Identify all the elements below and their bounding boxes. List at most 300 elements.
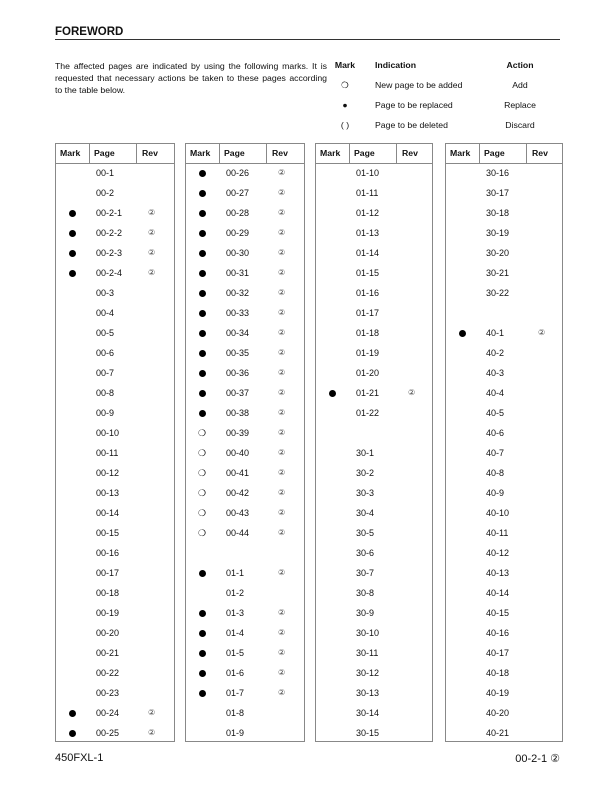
table-row (316, 188, 432, 202)
page-number: 00-15 (96, 528, 120, 538)
table-row (56, 428, 174, 442)
revision: ② (278, 468, 286, 477)
legend-indication: Page to be replaced (375, 100, 453, 110)
revision: ② (278, 248, 286, 257)
table-row (446, 668, 562, 682)
page-number: 01-8 (226, 708, 245, 718)
page-number: 30-17 (486, 188, 510, 198)
column-divider (219, 144, 220, 164)
table-row (446, 628, 562, 642)
page-number: 00-12 (96, 468, 120, 478)
table-row (56, 708, 174, 722)
revision: ② (278, 288, 286, 297)
header-page: Page (224, 148, 245, 158)
page-number: 01-14 (356, 248, 380, 258)
table-row (316, 668, 432, 682)
table-row (446, 228, 562, 242)
page-number: 40-11 (486, 528, 509, 538)
legend-action: Discard (505, 120, 535, 130)
table-row (56, 588, 174, 602)
table-row (316, 228, 432, 242)
page-number: 00-17 (96, 568, 120, 578)
table-row (446, 408, 562, 422)
page-number: 00-31 (226, 268, 250, 278)
table-row (316, 708, 432, 722)
filled-circle-icon (199, 568, 206, 579)
table-row (316, 408, 432, 422)
table-row (186, 168, 304, 182)
page-number: 01-15 (356, 268, 380, 278)
page-number: 30-20 (486, 248, 510, 258)
page-number: 00-10 (96, 428, 120, 438)
page-number: 00-20 (96, 628, 120, 638)
page-number: 30-10 (356, 628, 380, 638)
table-row (56, 468, 174, 482)
table-row (446, 348, 562, 362)
page-number: 01-11 (356, 188, 379, 198)
revision: ② (148, 268, 156, 277)
page-number: 00-2 (96, 188, 115, 198)
page-number: 40-6 (486, 428, 505, 438)
header-mark: Mark (60, 148, 81, 158)
table-row (446, 248, 562, 262)
table-row (316, 608, 432, 622)
page-number: 30-7 (356, 568, 375, 578)
page-number: 40-5 (486, 408, 505, 418)
table-row (186, 228, 304, 242)
table-row (316, 328, 432, 342)
legend-action: Add (512, 80, 528, 90)
page-number: 00-30 (226, 248, 250, 258)
page-number: 00-13 (96, 488, 120, 498)
table-row (56, 528, 174, 542)
page-number: 40-15 (486, 608, 510, 618)
table-row (446, 328, 562, 342)
table-row (56, 188, 174, 202)
table-row (186, 388, 304, 402)
table-row (316, 248, 432, 262)
table-row (446, 648, 562, 662)
open-circle-icon: ❍ (198, 488, 207, 498)
filled-circle-icon (199, 388, 206, 399)
page-number: 40-20 (486, 708, 510, 718)
page-number: 00-9 (96, 408, 115, 418)
table-row (56, 248, 174, 262)
table-row (316, 568, 432, 582)
filled-circle-icon (69, 728, 76, 739)
page-number: 00-2-2 (96, 228, 123, 238)
page-number: 00-38 (226, 408, 250, 418)
revision: ② (278, 208, 286, 217)
table-row (316, 508, 432, 522)
table-row (56, 408, 174, 422)
page-number: 00-22 (96, 668, 120, 678)
table-row (186, 668, 304, 682)
table-row (186, 608, 304, 622)
page-number: 00-16 (96, 548, 120, 558)
page-number: 00-21 (96, 648, 120, 658)
header-mark: Mark (450, 148, 471, 158)
table-header (186, 144, 304, 164)
page-number: 00-25 (96, 728, 120, 738)
page-number: 00-36 (226, 368, 250, 378)
table-row (56, 648, 174, 662)
page-number: 01-21 (356, 388, 380, 398)
table-row (186, 268, 304, 282)
legend-header-action: Action (506, 60, 534, 70)
page-number: 40-12 (486, 548, 510, 558)
table-row (446, 428, 562, 442)
header-mark: Mark (320, 148, 341, 158)
revision: ② (278, 488, 286, 497)
page-number: 00-35 (226, 348, 250, 358)
table-row (446, 608, 562, 622)
table-row (186, 548, 304, 562)
revision: ② (278, 348, 286, 357)
page-number: 30-16 (486, 168, 510, 178)
filled-circle-icon (69, 268, 76, 279)
footer-page-number: 00-2-1 ② (515, 753, 560, 765)
page-number: 30-5 (356, 528, 375, 538)
table-row (186, 488, 304, 502)
table-row (186, 508, 304, 522)
revision: ② (148, 228, 156, 237)
page-number: 01-13 (356, 228, 380, 238)
page-number: 00-6 (96, 348, 115, 358)
page-number: 01-20 (356, 368, 380, 378)
page-number: 01-6 (226, 668, 245, 678)
table-row (56, 228, 174, 242)
open-circle-icon: ❍ (198, 428, 207, 438)
legend-indication: New page to be added (375, 80, 463, 90)
filled-circle-icon (199, 348, 206, 359)
revision: ② (278, 388, 286, 397)
table-row (446, 448, 562, 462)
page-number: 01-2 (226, 588, 245, 598)
page-number: 00-42 (226, 488, 250, 498)
revision-table (445, 143, 563, 742)
table-row (56, 168, 174, 182)
page-number: 01-22 (356, 408, 380, 418)
filled-circle-icon (329, 388, 336, 399)
page-number: 00-26 (226, 168, 250, 178)
revision: ② (278, 228, 286, 237)
filled-circle-icon (69, 228, 76, 239)
page-number: 30-2 (356, 468, 375, 478)
page-number: 01-12 (356, 208, 380, 218)
page-number: 01-19 (356, 348, 380, 358)
table-row (316, 728, 432, 742)
page-number: 00-28 (226, 208, 250, 218)
page-number: 00-2-4 (96, 268, 123, 278)
page-number: 40-19 (486, 688, 510, 698)
page-number: 01-5 (226, 648, 245, 658)
header-rev: Rev (142, 148, 158, 158)
filled-circle-icon (199, 688, 206, 699)
table-row (56, 208, 174, 222)
page-number: 00-11 (96, 448, 119, 458)
table-row (56, 688, 174, 702)
page-number: 01-18 (356, 328, 380, 338)
page-number: 40-14 (486, 588, 510, 598)
filled-circle-icon: ● (342, 100, 348, 110)
table-row (446, 548, 562, 562)
page-number: 40-2 (486, 348, 505, 358)
table-row (186, 568, 304, 582)
table-row (186, 208, 304, 222)
table-row (446, 308, 562, 322)
table-row (316, 428, 432, 442)
page-number: 01-1 (226, 568, 245, 578)
table-row (186, 648, 304, 662)
table-header (316, 144, 432, 164)
table-row (186, 328, 304, 342)
table-row (446, 388, 562, 402)
page-number: 40-21 (486, 728, 510, 738)
revision: ② (148, 208, 156, 217)
table-row (316, 308, 432, 322)
page-number: 40-18 (486, 668, 510, 678)
table-row (446, 188, 562, 202)
page-number: 00-3 (96, 288, 115, 298)
table-row (446, 288, 562, 302)
table-row (56, 368, 174, 382)
page-number: 40-16 (486, 628, 510, 638)
revision: ② (278, 408, 286, 417)
table-row (446, 208, 562, 222)
table-row (56, 628, 174, 642)
table-row (316, 268, 432, 282)
page-number: 30-6 (356, 548, 375, 558)
table-row (186, 428, 304, 442)
page-number: 30-21 (486, 268, 510, 278)
page-number: 00-1 (96, 168, 115, 178)
filled-circle-icon (199, 308, 206, 319)
revision: ② (278, 448, 286, 457)
table-row (446, 468, 562, 482)
filled-circle-icon (199, 408, 206, 419)
column-divider (89, 144, 90, 164)
filled-circle-icon (69, 208, 76, 219)
revision: ② (278, 628, 286, 637)
legend-header-mark: Mark (334, 60, 356, 70)
column-divider (526, 144, 527, 164)
header-page: Page (484, 148, 505, 158)
page-number: 40-3 (486, 368, 505, 378)
filled-circle-icon (199, 328, 206, 339)
filled-circle-icon (199, 248, 206, 259)
table-row (446, 168, 562, 182)
header-page: Page (94, 148, 115, 158)
page-number: 40-17 (486, 648, 510, 658)
column-divider (266, 144, 267, 164)
page-number: 30-4 (356, 508, 375, 518)
table-row (316, 528, 432, 542)
table-row (186, 308, 304, 322)
revision: ② (408, 388, 416, 397)
header-rev: Rev (402, 148, 418, 158)
table-row (446, 368, 562, 382)
revision-table (185, 143, 305, 742)
page-number: 00-44 (226, 528, 250, 538)
filled-circle-icon (199, 648, 206, 659)
page-number: 30-15 (356, 728, 380, 738)
table-header (446, 144, 562, 164)
table-row (186, 248, 304, 262)
table-row (446, 728, 562, 742)
page-number: 40-8 (486, 468, 505, 478)
page-number: 01-10 (356, 168, 380, 178)
table-row (186, 348, 304, 362)
table-row (316, 348, 432, 362)
filled-circle-icon (199, 608, 206, 619)
table-row (316, 468, 432, 482)
filled-circle-icon (69, 248, 76, 259)
open-circle-icon: ❍ (198, 528, 207, 538)
page-number: 00-2-3 (96, 248, 123, 258)
footer-model: 450FXL-1 (55, 752, 104, 764)
page-number: 40-10 (486, 508, 510, 518)
table-row (446, 508, 562, 522)
revision: ② (148, 728, 156, 737)
page-number: 40-1 (486, 328, 505, 338)
revision: ② (278, 528, 286, 537)
page-number: 30-1 (356, 448, 375, 458)
page-number: 01-4 (226, 628, 245, 638)
table-row (56, 308, 174, 322)
filled-circle-icon (199, 628, 206, 639)
table-row (186, 588, 304, 602)
table-row (56, 448, 174, 462)
open-circle-icon: ❍ (198, 448, 207, 458)
page-number: 30-3 (356, 488, 375, 498)
filled-circle-icon (199, 168, 206, 179)
page-number: 00-32 (226, 288, 250, 298)
table-row (186, 468, 304, 482)
header-rev: Rev (272, 148, 288, 158)
revision: ② (148, 708, 156, 717)
page-number: 00-40 (226, 448, 250, 458)
page-number: 30-22 (486, 288, 510, 298)
header-rev: Rev (532, 148, 548, 158)
table-row (316, 368, 432, 382)
filled-circle-icon (199, 288, 206, 299)
page-number: 01-3 (226, 608, 245, 618)
table-row (186, 288, 304, 302)
page-number: 00-14 (96, 508, 120, 518)
table-row (446, 488, 562, 502)
filled-circle-icon (69, 708, 76, 719)
table-row (186, 628, 304, 642)
open-circle-icon: ❍ (198, 508, 207, 518)
revision: ② (278, 428, 286, 437)
page-number: 00-7 (96, 368, 115, 378)
table-row (186, 728, 304, 742)
table-row (56, 488, 174, 502)
page-number: 30-14 (356, 708, 380, 718)
table-row (446, 268, 562, 282)
header-page: Page (354, 148, 375, 158)
filled-circle-icon (199, 208, 206, 219)
page-number: 01-9 (226, 728, 245, 738)
page-number: 00-18 (96, 588, 120, 598)
legend-action: Replace (504, 100, 536, 110)
header-mark: Mark (190, 148, 211, 158)
table-row (56, 728, 174, 742)
page-number: 00-8 (96, 388, 115, 398)
table-row (186, 368, 304, 382)
column-divider (396, 144, 397, 164)
table-row (446, 588, 562, 602)
revision: ② (278, 168, 286, 177)
page-number: 01-7 (226, 688, 245, 698)
page-number: 30-9 (356, 608, 375, 618)
page-number: 30-13 (356, 688, 380, 698)
table-row (186, 688, 304, 702)
title-rule (55, 39, 560, 40)
table-header (56, 144, 174, 164)
page-number: 00-39 (226, 428, 250, 438)
table-row (446, 568, 562, 582)
legend-indication: Page to be deleted (375, 120, 448, 130)
revision: ② (278, 688, 286, 697)
revision: ② (278, 368, 286, 377)
page-number: 40-9 (486, 488, 505, 498)
revision: ② (278, 568, 286, 577)
filled-circle-icon (199, 668, 206, 679)
page-number: 00-34 (226, 328, 250, 338)
table-row (316, 488, 432, 502)
table-row (56, 388, 174, 402)
page-title: FOREWORD (55, 26, 124, 38)
page-number: 01-16 (356, 288, 380, 298)
page-number: 40-13 (486, 568, 510, 578)
page-number: 00-2-1 (96, 208, 123, 218)
page-number: 00-19 (96, 608, 120, 618)
table-row (446, 528, 562, 542)
page-number: 00-29 (226, 228, 250, 238)
revision: ② (278, 328, 286, 337)
page-number: 30-12 (356, 668, 380, 678)
revision-table (55, 143, 175, 742)
table-row (186, 408, 304, 422)
revision: ② (278, 668, 286, 677)
filled-circle-icon (459, 328, 466, 339)
page-number: 40-7 (486, 448, 505, 458)
table-row (56, 508, 174, 522)
table-row (56, 548, 174, 562)
column-divider (479, 144, 480, 164)
page-number: 00-37 (226, 388, 250, 398)
table-row (56, 328, 174, 342)
page-number: 00-5 (96, 328, 115, 338)
table-row (56, 568, 174, 582)
page-number: 00-33 (226, 308, 250, 318)
page-number: 30-11 (356, 648, 379, 658)
revision: ② (278, 608, 286, 617)
page-number: 40-4 (486, 388, 505, 398)
column-divider (136, 144, 137, 164)
table-row (316, 688, 432, 702)
open-circle-icon: ❍ (198, 468, 207, 478)
filled-circle-icon (199, 368, 206, 379)
column-divider (349, 144, 350, 164)
table-row (186, 188, 304, 202)
table-row (316, 628, 432, 642)
page-number: 00-27 (226, 188, 250, 198)
table-row (186, 448, 304, 462)
revision: ② (148, 248, 156, 257)
